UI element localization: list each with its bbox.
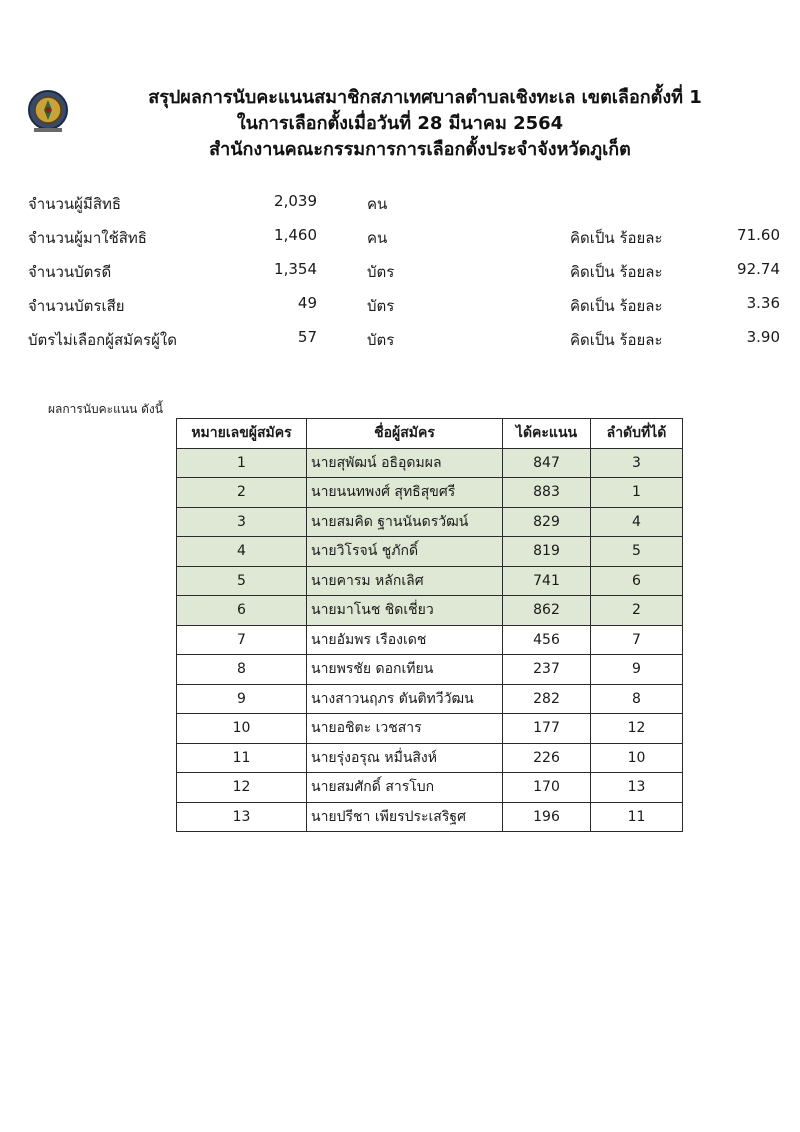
score-cell: 862 [503,596,591,626]
table-row [177,596,683,626]
stat-unit: คน [367,229,388,247]
header-score: ได้คะแนน [503,419,591,449]
stat-percent-label: คิดเป็น ร้อยละ [570,263,663,281]
table-row [177,625,683,655]
candidate-number-cell: 3 [177,507,307,537]
rank-cell: 8 [591,684,683,714]
table-row [177,507,683,537]
candidate-name-cell: นายวิโรจน์ ชูภักดิ์ [307,537,503,567]
candidate-number-cell: 6 [177,596,307,626]
table-row [177,566,683,596]
rank-cell: 5 [591,537,683,567]
stat-value: 1,460 [274,226,317,244]
candidate-number-cell: 13 [177,802,307,832]
candidate-number-cell: 10 [177,714,307,744]
stat-unit: บัตร [367,297,395,315]
table-header-row [177,419,683,449]
rank-cell: 6 [591,566,683,596]
stat-label: บัตรไม่เลือกผู้สมัครผู้ใด [28,331,177,349]
score-cell: 456 [503,625,591,655]
candidate-name-cell: นายสมคิด ฐานนันดรวัฒน์ [307,507,503,537]
rank-cell: 13 [591,773,683,803]
score-cell: 226 [503,743,591,773]
table-row [177,773,683,803]
stat-row-no-vote-ballots [22,324,782,358]
results-table [176,418,683,832]
stat-value: 1,354 [274,260,317,278]
candidate-name-cell: นายมาโนช ชิดเชี่ยว [307,596,503,626]
candidate-number-cell: 5 [177,566,307,596]
results-section-label: ผลการนับคะแนน ดังนี้ [48,402,163,416]
table-row [177,684,683,714]
score-cell: 170 [503,773,591,803]
header-candidate-number: หมายเลขผู้สมัคร [177,419,307,449]
stat-percent-value: 3.36 [746,294,780,312]
candidate-name-cell: นายอชิตะ เวชสาร [307,714,503,744]
candidate-name-cell: นายรุ่งอรุณ หมื่นสิงห์ [307,743,503,773]
stat-row-turnout [22,222,782,256]
table-row [177,478,683,508]
header-rank: ลำดับที่ได้ [591,419,683,449]
stat-percent-value: 3.90 [746,328,780,346]
candidate-name-cell: นางสาวนฤภร ตันติทวีวัฒน [307,684,503,714]
rank-cell: 4 [591,507,683,537]
header-candidate-name: ชื่อผู้สมัคร [307,419,503,449]
rank-cell: 12 [591,714,683,744]
table-row [177,743,683,773]
table-row [177,714,683,744]
candidate-number-cell: 8 [177,655,307,685]
score-cell: 829 [503,507,591,537]
stat-value: 2,039 [274,192,317,210]
stat-value: 49 [297,294,317,312]
score-cell: 847 [503,448,591,478]
stat-percent-value: 92.74 [737,260,780,278]
stat-unit: คน [367,195,388,213]
candidate-number-cell: 1 [177,448,307,478]
candidate-name-cell: นายปรีชา เพียรประเสริฐศ [307,802,503,832]
table-row [177,537,683,567]
candidate-number-cell: 2 [177,478,307,508]
stat-unit: บัตร [367,263,395,281]
stat-label: จำนวนผู้มาใช้สิทธิ [28,229,147,247]
rank-cell: 11 [591,802,683,832]
candidate-name-cell: นายนนทพงศ์ สุทธิสุขศรี [307,478,503,508]
score-cell: 196 [503,802,591,832]
stat-percent-value: 71.60 [737,226,780,244]
stat-value: 57 [297,328,317,346]
candidate-number-cell: 12 [177,773,307,803]
candidate-name-cell: นายสมศักดิ์ สารโบก [307,773,503,803]
rank-cell: 1 [591,478,683,508]
candidate-name-cell: นายสุพัฒน์ อธิอุดมผล [307,448,503,478]
rank-cell: 2 [591,596,683,626]
rank-cell: 3 [591,448,683,478]
rank-cell: 7 [591,625,683,655]
candidate-number-cell: 9 [177,684,307,714]
stat-unit: บัตร [367,331,395,349]
rank-cell: 9 [591,655,683,685]
stat-row-valid-ballots [22,256,782,290]
results-table-body [177,448,683,832]
candidate-number-cell: 4 [177,537,307,567]
stat-label: จำนวนผู้มีสิทธิ [28,195,122,213]
stat-label: จำนวนบัตรดี [28,263,112,281]
stat-label: จำนวนบัตรเสีย [28,297,125,315]
candidate-number-cell: 11 [177,743,307,773]
table-row [177,655,683,685]
table-row [177,448,683,478]
candidate-number-cell: 7 [177,625,307,655]
table-row [177,802,683,832]
report-title: สรุปผลการนับคะแนนสมาชิกสภาเทศบาลตำบลเชิงทะเล เขตเลือกตั้งที่ 1 [148,87,702,108]
score-cell: 883 [503,478,591,508]
stat-row-eligible-voters [22,188,782,222]
stat-row-invalid-ballots [22,290,782,324]
election-date-line: ในการเลือกตั้งเมื่อวันที่ 28 มีนาคม 2564 [236,113,564,134]
candidate-name-cell: นายคารม หลักเลิศ [307,566,503,596]
office-name-line: สำนักงานคณะกรรมการการเลือกตั้งประจำจังหวัดภูเก็ต [209,139,631,160]
rank-cell: 10 [591,743,683,773]
candidate-name-cell: นายพรชัย ดอกเทียน [307,655,503,685]
stat-percent-label: คิดเป็น ร้อยละ [570,331,663,349]
score-cell: 177 [503,714,591,744]
candidate-name-cell: นายอัมพร เรืองเดช [307,625,503,655]
score-cell: 282 [503,684,591,714]
score-cell: 237 [503,655,591,685]
stat-percent-label: คิดเป็น ร้อยละ [570,229,663,247]
summary-statistics [22,188,782,358]
stat-percent-label: คิดเป็น ร้อยละ [570,297,663,315]
score-cell: 741 [503,566,591,596]
score-cell: 819 [503,537,591,567]
